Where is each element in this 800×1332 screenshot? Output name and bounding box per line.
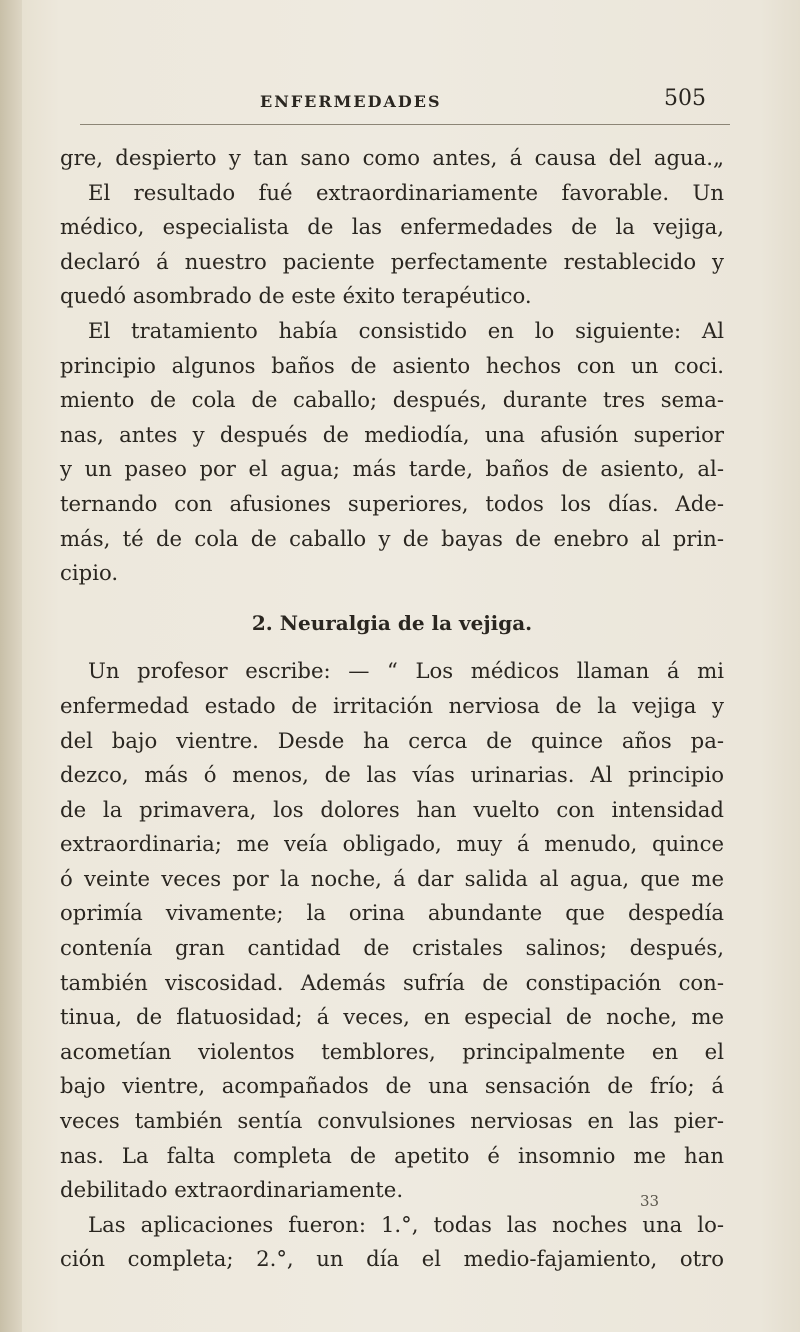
- text-line: más, té de cola de caballo y de bayas de enebro al prin-: [60, 525, 724, 551]
- text-line: declaró á nuestro paciente perfectamente restablecido y: [60, 248, 724, 274]
- text-line: de la primavera, los dolores han vuelto con intensidad: [60, 796, 724, 822]
- text-line: gre, despierto y tan sano como antes, á causa del agua.„: [60, 145, 724, 170]
- text-line: ción completa; 2.°, un día el medio-fajamiento, otro: [60, 1246, 724, 1272]
- body-text: [60, 141, 724, 1277]
- text-line: médico, especialista de las enfermedades de la vejiga,: [60, 214, 724, 240]
- text-line: cipio.: [60, 560, 119, 586]
- text-line: dezco, más ó menos, de las vías urinarias. Al principio: [60, 762, 724, 788]
- text-line: contenía gran cantidad de cristales salinos; después,: [60, 935, 724, 961]
- text-line: ternando con afusiones superiores, todos los días. Ade-: [60, 490, 724, 516]
- text-line: tinua, de flatuosidad; á veces, en especial de noche, me: [60, 1004, 724, 1030]
- text-line: Las aplicaciones fueron: 1.°, todas las noches una lo-: [88, 1211, 724, 1237]
- text-line: principio algunos baños de asiento hechos con un coci.: [60, 352, 724, 378]
- text-line: oprimía vivamente; la orina abundante que despedía: [60, 900, 724, 926]
- section-heading: 2. Neuralgia de la vejiga.: [251, 610, 533, 635]
- page-header: [60, 84, 706, 124]
- text-line: extraordinaria; me veía obligado, muy á menudo, quince: [60, 831, 724, 857]
- text-line: veces también sentía convulsiones nerviosas en las pier-: [60, 1108, 724, 1134]
- printer-signature: 33: [640, 1192, 660, 1210]
- text-line: ó veinte veces por la noche, á dar salida al agua, que me: [60, 865, 724, 891]
- text-line: quedó asombrado de este éxito terapéutico.: [60, 283, 532, 309]
- text-line: debilitado extraordinariamente.: [60, 1177, 404, 1203]
- text-line: también viscosidad. Además sufría de constipación con-: [60, 969, 724, 995]
- text-line: nas. La falta completa de apetito é insomnio me han: [60, 1142, 724, 1168]
- page-binding-edge: [0, 0, 22, 1332]
- text-line: bajo vientre, acompañados de una sensación de frío; á: [60, 1073, 724, 1099]
- text-line: Un profesor escribe: — “ Los médicos llaman á mi: [88, 658, 724, 684]
- text-line: El resultado fué extraordinariamente favorable. Un: [88, 179, 724, 205]
- text-line: acometían violentos temblores, principalmente en el: [60, 1038, 724, 1064]
- text-line: enfermedad estado de irritación nerviosa de la vejiga y: [60, 692, 724, 718]
- text-line: miento de cola de caballo; después, durante tres sema-: [60, 387, 724, 413]
- running-head: ENFERMEDADES: [260, 92, 442, 111]
- text-line: nas, antes y después de mediodía, una afusión superior: [60, 421, 724, 447]
- text-line: El tratamiento había consistido en lo siguiente: Al: [88, 317, 724, 343]
- text-line: del bajo vientre. Desde ha cerca de quince años pa-: [60, 727, 724, 753]
- page-number: 505: [664, 86, 706, 111]
- text-line: y un paseo por el agua; más tarde, baños de asiento, al-: [60, 456, 724, 482]
- header-rule: [80, 124, 730, 125]
